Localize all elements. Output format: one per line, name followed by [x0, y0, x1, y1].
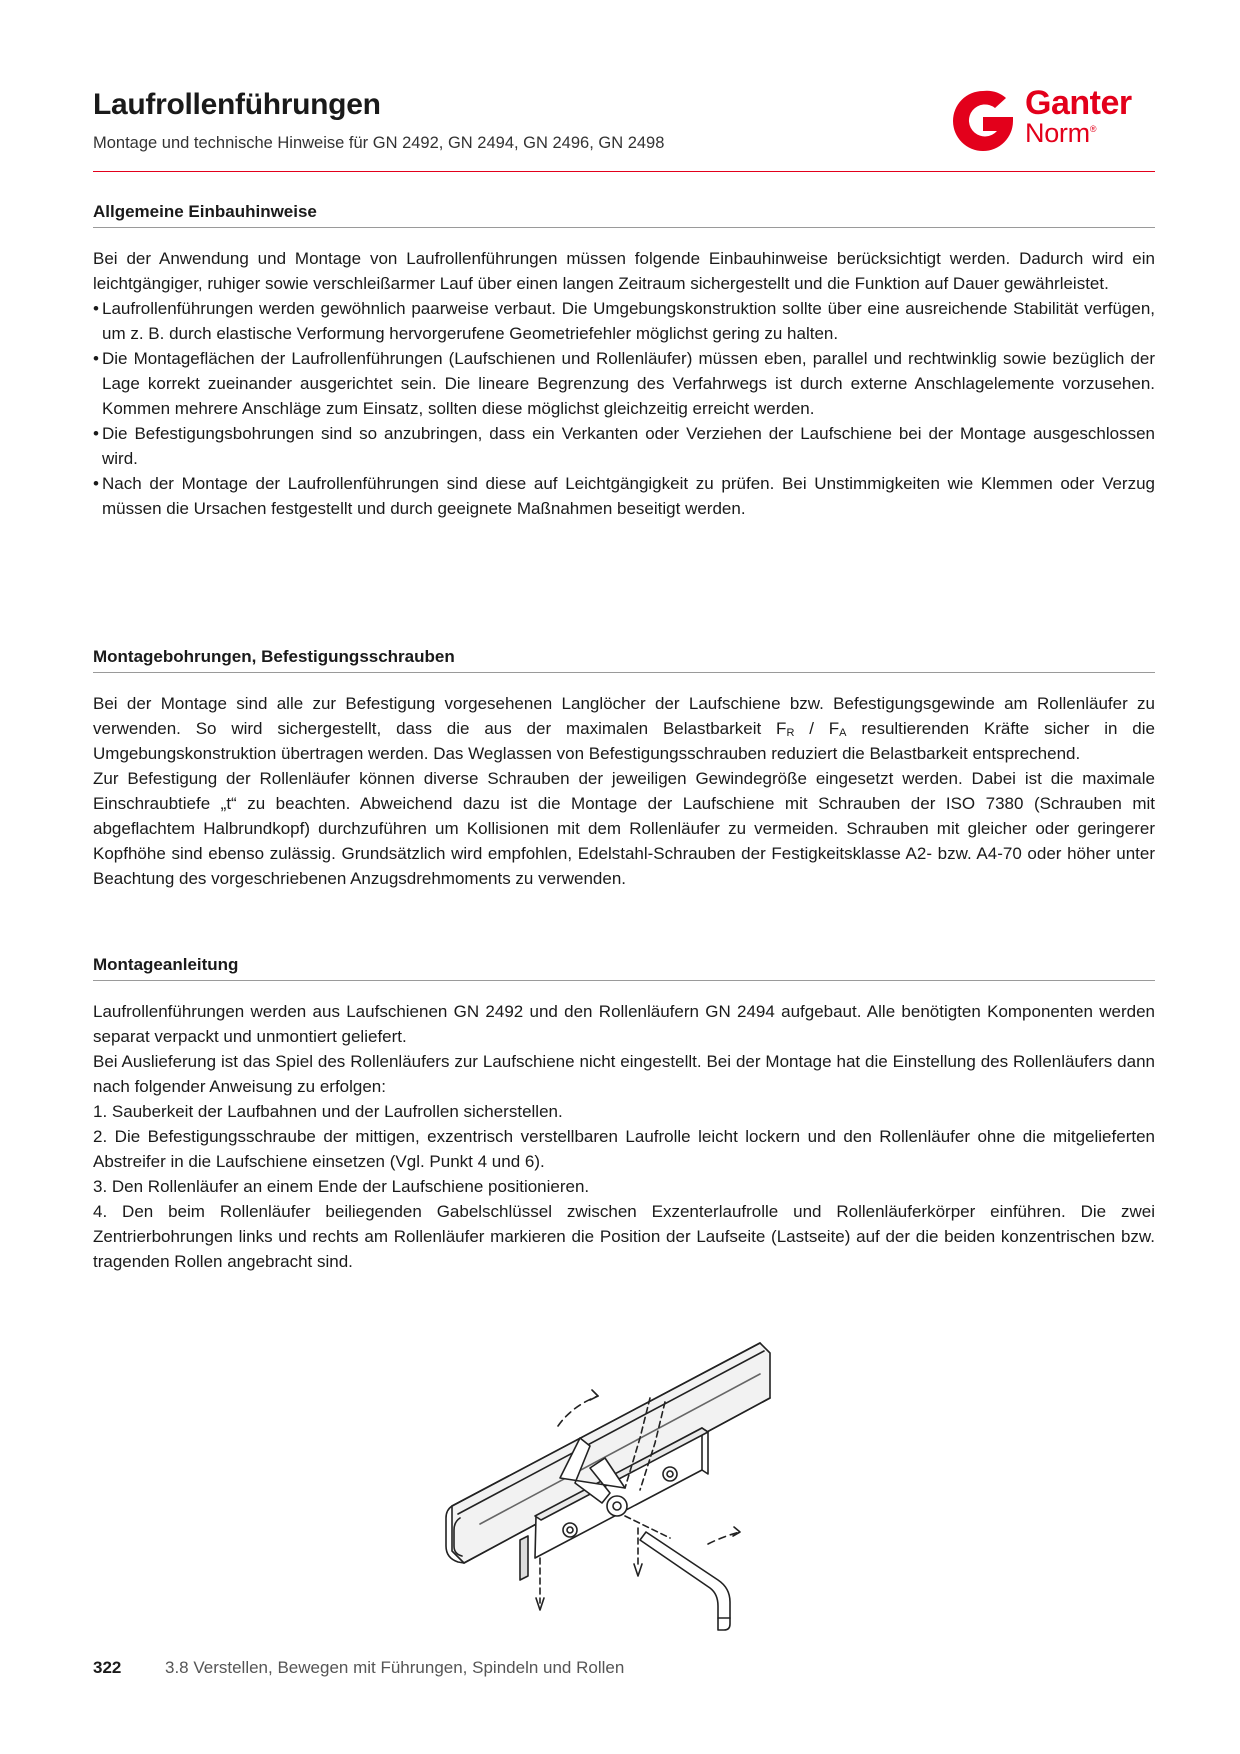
- section-assembly-instructions: [93, 955, 1155, 1274]
- bullet-item: • Die Befestigungsbohrungen sind so anzubringen, dass ein Verkanten oder Verziehen der Laufschiene bei der Montage ausgeschlossen wird.: [93, 424, 1155, 468]
- logo-wordmark-ganter: Ganter: [1025, 84, 1132, 122]
- ganter-norm-logo: [948, 86, 1158, 156]
- section-mounting-holes: [93, 647, 1155, 891]
- paragraph: Laufrollenführungen werden aus Laufschienen GN 2492 und den Rollenläufern GN 2494 aufgebaut. Alle benötigten Komponenten werden separat verpackt und unmontiert geliefert.: [93, 1002, 1155, 1046]
- page-footer: [93, 1658, 625, 1678]
- logo-wordmark-norm: Norm®: [1025, 118, 1097, 148]
- paragraph: Zur Befestigung der Rollenläufer können diverse Schrauben der jeweiligen Gewindegröße eingesetzt werden. Dabei ist die maximale Einschraubtiefe „t“ zu beachten. Abweichend dazu ist die Montage der Laufschiene mit Schrauben der ISO 7380 (Schrauben mit abgeflachtem Halbrundkopf) durchzuführen um Kollisionen mit dem Rollenläufer zu vermeiden. Schrauben mit gleicher oder geringerer Kopfhöhe sind ebenso zulässig. Grundsätzlich wird empfohlen, Edelstahl-Schrauben der Festigkeitsklasse A2- bzw. A4-70 oder höher unter Beachtung des vorgeschriebenen Anzugsdrehmoments zu verwenden.: [93, 769, 1155, 888]
- chapter-title: 3.8 Verstellen, Bewegen mit Führungen, Spindeln und Rollen: [165, 1658, 625, 1677]
- section-body: [93, 999, 1155, 1274]
- bullet-item: • Nach der Montage der Laufrollenführungen sind diese auf Leichtgängigkeit zu prüfen. Bei Unstimmigkeiten wie Klemmen oder Verzug müssen die Ursachen festgestellt und durch geeignete Maßnahmen beseitigt werden.: [93, 474, 1155, 518]
- section-heading: Allgemeine Einbauhinweise: [93, 202, 1155, 228]
- section-body: [93, 691, 1155, 891]
- bullet-item: • Laufrollenführungen werden gewöhnlich paarweise verbaut. Die Umgebungskonstruktion sollte über eine ausreichende Stabilität verfügen, um z. B. durch elastische Verformung hervorgerufene Geometriefehler möglichst gering zu halten.: [93, 299, 1155, 343]
- section-general-installation: [93, 202, 1155, 521]
- step-item: 4. Den beim Rollenläufer beiliegenden Gabelschlüssel zwischen Exzenterlaufrolle und Rollenläuferkörper einführen. Die zwei Zentrierbohrungen links und rechts am Rollenläufer markieren die Position der Laufseite (Lastseite) auf der die beiden konzentrischen bzw. tragenden Rollen angebracht sind.: [93, 1202, 1155, 1271]
- assembly-illustration: [440, 1318, 810, 1648]
- step-item: 2. Die Befestigungsschraube der mittigen, exzentrisch verstellbaren Laufrolle leicht lockern und den Rollenläufer ohne die mitgelieferten Abstreifer in die Laufschiene einsetzen (Vgl. Punkt 4 und 6).: [93, 1127, 1155, 1171]
- rail-and-runner-drawing: [440, 1318, 810, 1648]
- section-intro: Bei der Anwendung und Montage von Laufrollenführungen müssen folgende Einbauhinweise berücksichtigt werden. Dadurch wird ein leichtgängiger, ruhiger sowie verschleißarmer Lauf über einen langen Zeitraum sichergestellt und die Funktion auf Dauer gewährleistet.: [93, 249, 1155, 293]
- step-item: 1. Sauberkeit der Laufbahnen und der Laufrollen sicherstellen.: [93, 1102, 563, 1121]
- step-item: 3. Den Rollenläufer an einem Ende der Laufschiene positionieren.: [93, 1177, 590, 1196]
- paragraph: Bei der Montage sind alle zur Befestigung vorgesehenen Langlöcher der Laufschiene bzw. Befestigungsgewinde am Rollenläufer zu verwenden. So wird sichergestellt, dass die aus der maximalen Belastbarkeit $F_R / F_A$ resultierenden Kräfte sicher in die Umgebungskonstruktion übertragen werden. Das Weglassen von Befestigungsschrauben reduziert die Belastbarkeit entsprechend.: [93, 694, 1155, 763]
- bullet-item: • Die Montageflächen der Laufrollenführungen (Laufschienen und Rollenläufer) müssen eben, parallel und rechtwinklig sowie bezüglich der Lage korrekt zueinander ausgerichtet sein. Die lineare Begrenzung des Verfahrwegs ist durch externe Anschlagelemente vorzusehen. Kommen mehrere Anschläge zum Einsatz, sollten diese möglichst gleichzeitig erreicht werden.: [93, 349, 1155, 418]
- header-divider: [93, 171, 1155, 172]
- ganter-logo-icon: [948, 86, 1018, 156]
- page-number: 322: [93, 1658, 122, 1677]
- section-heading: Montagebohrungen, Befestigungsschrauben: [93, 647, 1155, 673]
- section-heading: Montageanleitung: [93, 955, 1155, 981]
- paragraph: Bei Auslieferung ist das Spiel des Rollenläufers zur Laufschiene nicht eingestellt. Bei der Montage hat die Einstellung des Rollenläufers dann nach folgender Anweisung zu erfolgen:: [93, 1052, 1155, 1096]
- page-subtitle: Montage und technische Hinweise für GN 2492, GN 2494, GN 2496, GN 2498: [93, 134, 665, 152]
- section-body: [93, 246, 1155, 521]
- page-title: Laufrollenführungen: [93, 88, 381, 121]
